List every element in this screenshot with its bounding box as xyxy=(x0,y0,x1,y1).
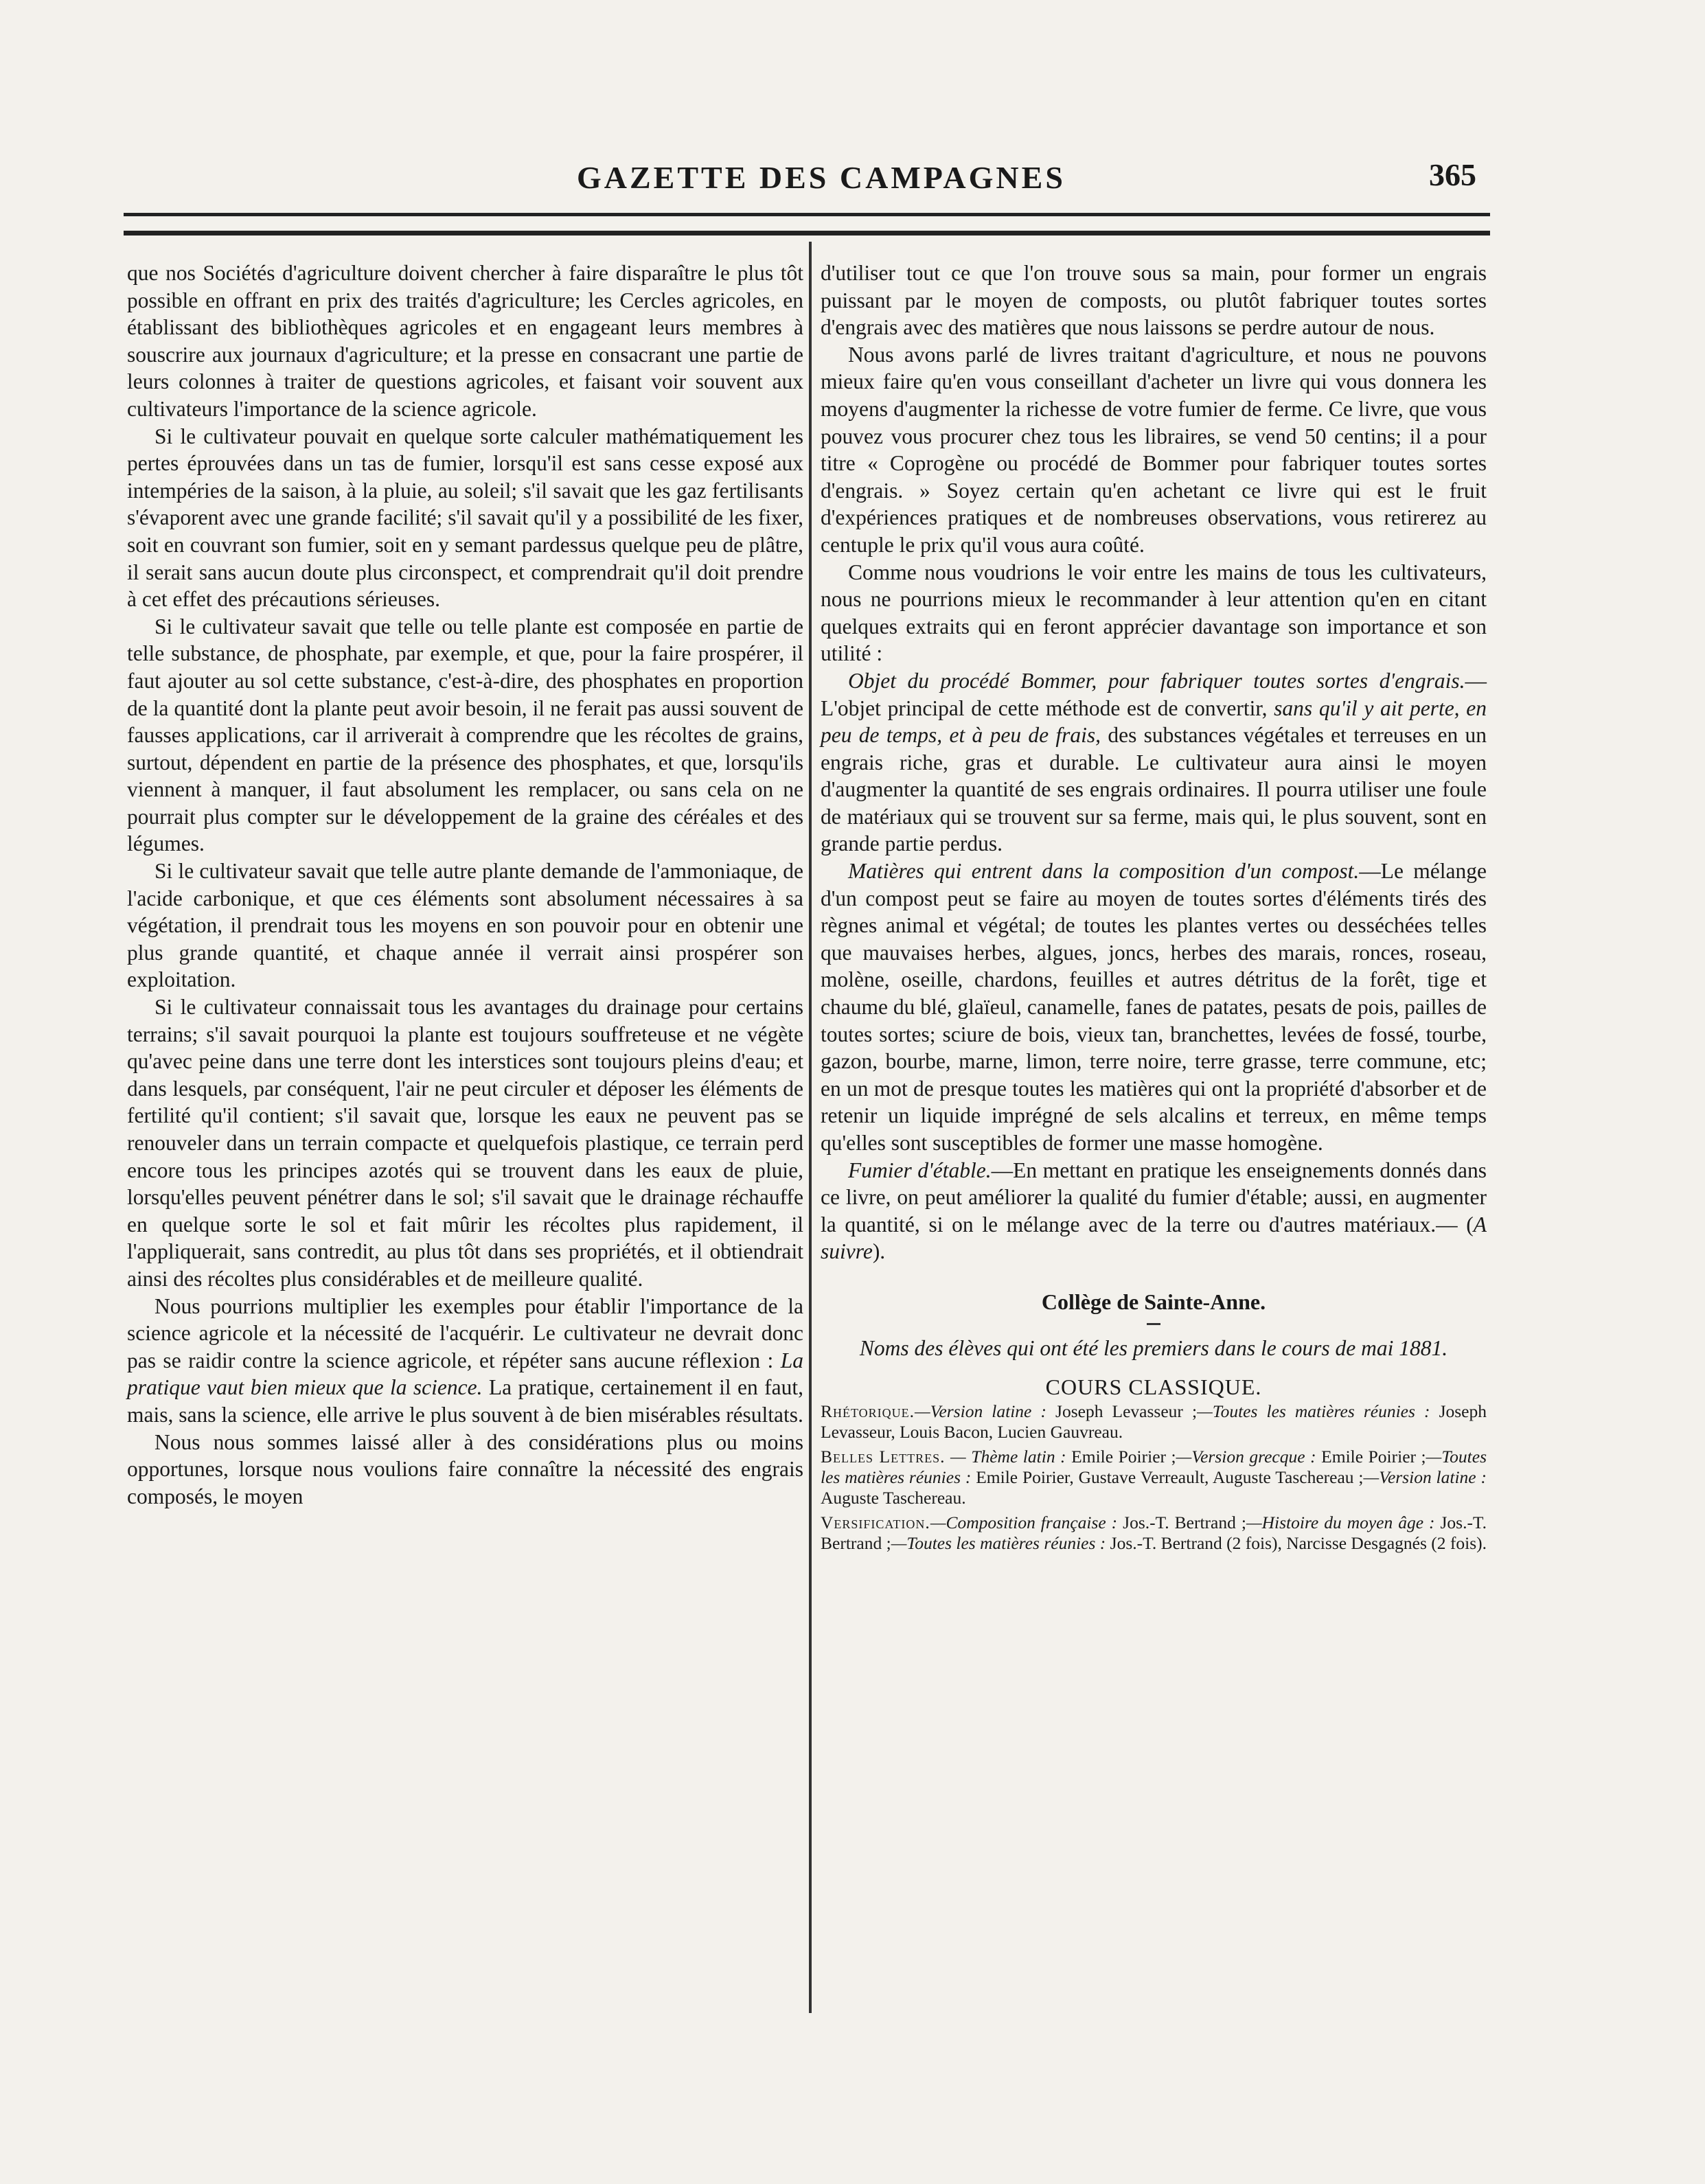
italic-text: — Thème latin : xyxy=(945,1446,1066,1467)
separator-dash xyxy=(1147,1323,1160,1325)
section-title: Matières qui entrent dans la composition d'un compost. xyxy=(848,859,1360,884)
college-heading: Collège de Sainte-Anne. xyxy=(1041,1289,1266,1314)
paragraph: Si le cultivateur connaissait tous les avantages du drainage pour certains terrains; s'il savait pourquoi la plante est toujours souffreteuse et ne végète qu'avec peine dans une terre dont les interstices sont toujours pleins d'eau; et dans lesquels, par conséquent, l'air ne peut circuler et déposer les éléments de fertilité qu'il contient; s'il savait que, lorsque les eaux ne peuvent pas se renouveler dans un terrain compacte et quelquefois plastique, ce terrain perd encore tous les principes azotés qui se trouvent dans les eaux de pluie, lorsqu'elles peuvent pénétrer dans le sol; s'il savait que le drainage réchauffe en quelque sorte le sol et fait mûrir les récoltes plus rapidement, il l'appliquerait, sans contredit, au plus tôt dans ses propriétés, et il obtiendrait ainsi des récoltes plus considérables et de meilleure qualité. xyxy=(127,995,803,1291)
entry-text: Emile Poirier ; xyxy=(1316,1446,1426,1467)
paragraph xyxy=(821,1157,1487,1265)
entry-text: Emile Poirier ; xyxy=(1066,1446,1176,1467)
entry-label: Versification. xyxy=(821,1512,930,1532)
italic-text: —Histoire du moyen âge : xyxy=(1246,1512,1435,1532)
result-entry-versification xyxy=(821,1513,1487,1554)
paragraph: Nous nous sommes laissé aller à des considérations plus ou moins opportunes, lorsque nous voulions faire connaître la nécessité des engrais composés, le moyen xyxy=(127,1429,803,1508)
paragraph-text: —L'objet principal de cette méthode est de convertir, xyxy=(821,668,1487,720)
paragraph: Si le cultivateur pouvait en quelque sorte calculer mathématiquement les pertes éprouvées dans un tas de fumier, lorsqu'il est sans cesse exposé aux intempéries de la saison, à la pluie, au soleil; s'il savait que les gaz fertilisants s'évaporent avec une grande facilité; s'il savait qu'il y a possibilité de les fixer, soit en couvrant son fumier, soit en y semant pardessus quelque peu de plâtre, il serait sans aucun doute plus circonspect, et comprendrait qu'il doit prendre à cet effet des précautions sérieuses. xyxy=(127,424,803,612)
paragraph: Comme nous voudrions le voir entre les mains de tous les cultivateurs, nous ne pourrions mieux le recommander à leur attention qu'en en citant quelques extraits qui en feront apprécier davantage son importance et son utilité : xyxy=(821,560,1487,666)
section-title: Fumier d'étable. xyxy=(848,1158,992,1182)
italic-text: sans qu'il y ait perte, en peu de temps, et à peu de frais, xyxy=(821,696,1487,748)
entry-label: Belles Lettres. xyxy=(821,1446,946,1467)
section-title: Objet du procédé Bommer, pour fabriquer toutes sortes d'engrais. xyxy=(848,668,1465,693)
paragraph: que nos Sociétés d'agriculture doivent chercher à faire disparaître le plus tôt possible en offrant en prix des traités d'agriculture; les Cercles agricoles, en établissant des bibliothèques agricoles et en engageant leurs membres à souscrire aux journaux d'agriculture; et la presse en consacrant une partie de leurs colonnes à traiter de questions agricoles, et faisant voir souvent aux cultivateurs l'importance de la science agricole. xyxy=(127,261,803,421)
italic-text: A suivre xyxy=(821,1212,1487,1264)
entry-text: Emile Poirier, Gustave Verreault, Auguste Taschereau ; xyxy=(971,1467,1364,1487)
page-number: 365 xyxy=(1429,157,1476,192)
header-rule-thin xyxy=(124,213,1490,216)
paragraph xyxy=(821,858,1487,1157)
result-entry-belles-lettres xyxy=(821,1447,1487,1508)
cours-heading: COURS CLASSIQUE. xyxy=(1045,1375,1262,1400)
right-column xyxy=(821,260,1487,1558)
paragraph xyxy=(821,667,1487,858)
paragraph-text: —Le mélange d'un compost peut se faire au moyen de toutes sortes d'éléments tirés des règnes animal et végétal; de toutes les plantes vertes ou desséchées telles que mauvaises herbes, algues, joncs, herbes des marais, ronces, roseau, molène, oseille, chardons, feuilles et autres détritus de la forêt, tige et chaume du blé, glaïeul, canamelle, fanes de patates, pesats de pois, pailles de toutes sortes; sciure de bois, vieux tan, branchettes, levées de fossé, tourbe, gazon, bourbe, marne, limon, terre noire, terre grasse, terre commune, etc; en un mot de presque toutes les matières qui ont la propriété d'absorber et de retenir un liquide imprégné de sels alcalins et terreux, en même temps qu'elles sont susceptibles de former une masse homogène. xyxy=(821,859,1487,1155)
entry-text: Jos.-T. Bertrand ; xyxy=(821,1512,1487,1553)
italic-text: —Composition française : xyxy=(930,1512,1118,1532)
paragraph-text: Nous pourrions multiplier les exemples pour établir l'importance de la science agricole et la nécessité de l'acquérir. Le cultivateur ne devrait donc pas se raidir contre la science agricole, et répéter sans aucune réflexion : xyxy=(127,1294,803,1372)
paragraph-text: —En mettant en pratique les enseignements donnés dans ce livre, on peut améliorer la qualité du fumier d'étable; aussi, en augmenter la quantité, si on le mélange avec de la terre ou d'autres matériaux.— ( xyxy=(821,1158,1487,1237)
italic-text: —Version latine : xyxy=(1363,1467,1487,1487)
entry-text: Jos.-T. Bertrand ; xyxy=(1117,1512,1246,1532)
entry-text: Joseph Levasseur, Louis Bacon, Lucien Gauvreau. xyxy=(821,1401,1487,1442)
entry-label: Rhétorique. xyxy=(821,1401,915,1421)
noms-subheading: Noms des élèves qui ont été les premiers dans le cours de mai 1881. xyxy=(859,1335,1448,1360)
italic-text: —Toutes les matières réunies : xyxy=(1197,1401,1430,1421)
italic-text: —Version grecque : xyxy=(1176,1446,1316,1467)
paragraph: d'utiliser tout ce que l'on trouve sous sa main, pour former un engrais puissant par le moyen de composts, ou plutôt fabriquer toutes sortes d'engrais avec des matières que nous laissons se perdre autour de nous. xyxy=(821,261,1487,340)
italic-text: —Version latine : xyxy=(915,1401,1046,1421)
left-column xyxy=(127,260,803,1510)
column-divider xyxy=(809,242,812,2013)
paragraph-text: La pratique, certainement il en faut, mais, sans la science, elle arrive le plus souvent à de bien misérables résultats. xyxy=(127,1375,804,1427)
paragraph: Si le cultivateur savait que telle ou telle plante est composée en partie de telle substance, de phosphate, par exemple, et que, pour la faire prospérer, il faut ajouter au sol cette substance, c'est-à-dire, des phosphates en proportion de la quantité dont la plante peut avoir besoin, il ne ferait pas aussi souvent de fausses applications, car il arriverait à comprendre que les récoltes de grains, surtout, dépendent en partie de la présence des phosphates, et que, lorsqu'ils viennent à manquer, il faut absolument les remplacer, ou sans cela on ne pourrait plus compter sur le développement de la graine des céréales et des légumes. xyxy=(127,614,803,856)
results-list xyxy=(821,1401,1487,1554)
entry-text: Auguste Taschereau. xyxy=(821,1487,966,1508)
paragraph: Si le cultivateur savait que telle autre plante demande de l'ammoniaque, de l'acide carbonique, et que ces éléments sont absolument nécessaires à sa végétation, il prendrait tous les moyens en son pouvoir pour en obtenir une plus grande quantité, et chaque année il verrait ainsi prospérer son exploitation. xyxy=(127,859,803,992)
result-entry-rhetorique xyxy=(821,1401,1487,1442)
paragraph-text: des substances végétales et terreuses en un engrais riche, gras et durable. Le cultivateur aura ainsi le moyen d'augmenter la quantité de ses engrais ordinaires. Il pourra utiliser une foule de matériaux qui se trouvent sur sa ferme, mais qui, le plus souvent, sont en grande partie perdus. xyxy=(821,723,1487,856)
gazette-title: GAZETTE DES CAMPAGNES xyxy=(577,160,1066,195)
paragraph xyxy=(127,1293,803,1429)
paragraph: Nous avons parlé de livres traitant d'agriculture, et nous ne pouvons mieux faire qu'en vous conseillant d'acheter un livre qui vous donnera les moyens d'augmenter la richesse de votre fumier de ferme. Ce livre, que vous pouvez vous procurer chez tous les libraires, se vend 50 centins; il a pour titre « Coprogène ou procédé de Bommer pour fabriquer toutes sortes d'engrais. » Soyez certain qu'en achetant ce livre qui est le fruit d'expériences pratiques et de nombreuses observations, vous retirerez au centuple le prix qu'il vous aura coûté. xyxy=(821,342,1487,557)
quote-italic: La pratique vaut bien mieux que la science. xyxy=(127,1348,803,1400)
italic-text: —Toutes les matières réunies : xyxy=(891,1532,1106,1553)
header-rule-thick xyxy=(124,231,1490,235)
paragraph-text: ). xyxy=(872,1239,886,1264)
page-header xyxy=(124,159,1490,200)
entry-text: Joseph Levasseur ; xyxy=(1046,1401,1198,1421)
entry-text: Jos.-T. Bertrand (2 fois), Narcisse Desgagnés (2 fois). xyxy=(1106,1532,1487,1553)
italic-text: —Toutes les matières réunies : xyxy=(821,1446,1487,1487)
